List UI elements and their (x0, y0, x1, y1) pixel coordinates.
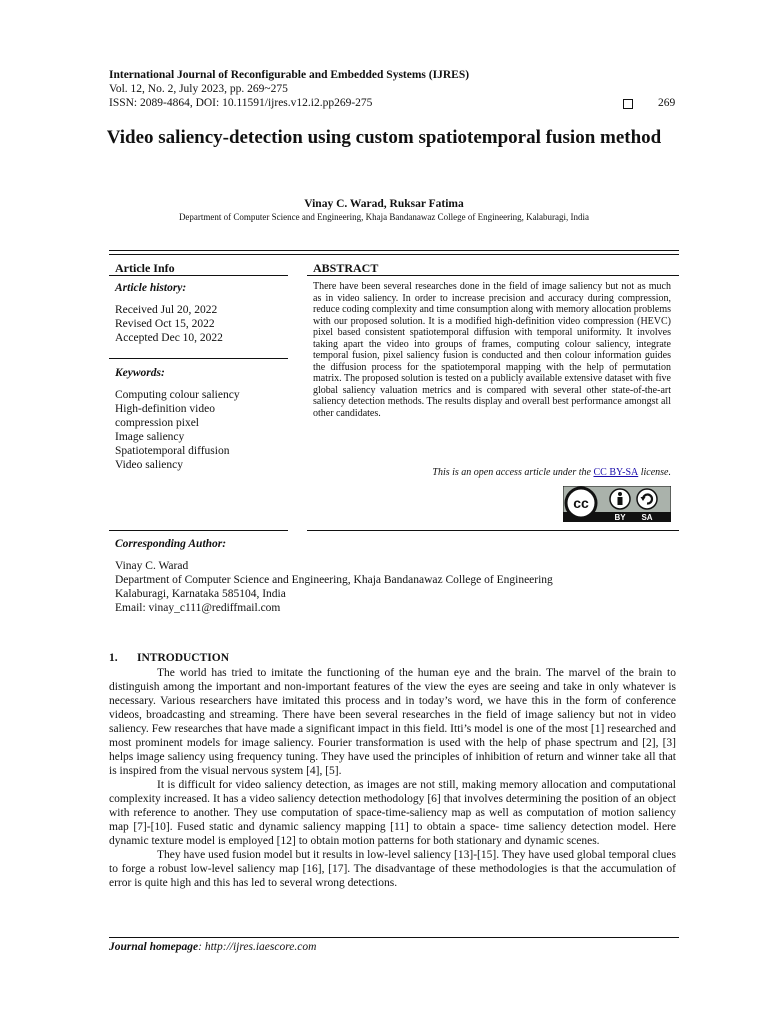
divider (109, 275, 288, 276)
keyword: Spatiotemporal diffusion (115, 445, 230, 457)
history-revised: Revised Oct 15, 2022 (115, 318, 215, 330)
journal-volume: Vol. 12, No. 2, July 2023, pp. 269~275 (109, 83, 288, 95)
page-number: 269 (658, 97, 676, 109)
section-number: 1. (109, 652, 118, 664)
introduction-body (109, 666, 676, 890)
homepage-sep: : (198, 941, 205, 953)
history-accepted: Accepted Dec 10, 2022 (115, 332, 223, 344)
abstract-text: There have been several researches done in the field of image saliency but not as much as in video saliency. In order to increase precision and accuracy during compression, reduce coding complexity and time consumption along with memory allocation problems with our proposed solution. It is a modified high-definition video compression (HEVC) pixel based consistent spatiotemporal diffusion with temporal uniformity. It involves taking apart the video into groups of frames, computing colour saliency, integrate temporal fusion, pixel saliency fusion is conducted and then colour information guides the diffusion process for the spatiotemporal mapping with the help of permutation matrix. The proposed solution is tested on a publicly available extensive dataset with five global saliency valuation metrics and is compared with several other state-of-the-art saliency detection methods. The results display and overall best performance amongst all other candidates. (313, 281, 671, 419)
cc-by-sa-badge-icon[interactable] (563, 486, 671, 522)
affiliation: Department of Computer Science and Engineering, Khaja Bandanawaz College of Engineering, Kalaburagi, India (178, 212, 590, 222)
divider (109, 250, 679, 251)
journal-issn-doi: ISSN: 2089-4864, DOI: 10.11591/ijres.v12.i2.pp269-275 (109, 97, 373, 109)
paragraph: The world has tried to imitate the functioning of the human eye and the brain. The marvel of the brain to distinguish among the important and non-important features of the view the eyes are seeing and take in only whatever is necessary. Various researchers have imitated this process and in today’s word, we have this in the form of conference videos, broadcasting and streaming. There have been several researches in the field of image saliency but not in video saliency. Few researches that have made a significant impact in this field. Itti’s model is one of the most [1] researched and most prominent models for image saliency. Fourier transformation is used with the help of phase spectrum and [2], [3] helps image saliency using frequency tuning. They have used the principles of inhibition of return and winner take all that is inspired from the visual nervous system [4], [5]. (109, 667, 676, 777)
paper-title: Video saliency-detection using custom spatiotemporal fusion method (106, 127, 662, 148)
license-notice (313, 467, 671, 478)
divider (109, 937, 679, 938)
corresponding-author-details (115, 559, 553, 615)
sa-label: SA (641, 513, 653, 522)
author-email[interactable]: Email: vinay_c111@rediffmail.com (115, 602, 281, 614)
author-department: Department of Computer Science and Engineering, Khaja Bandanawaz College of Engineering (115, 574, 553, 586)
keyword: High-definition video (115, 403, 215, 415)
homepage-link[interactable]: http://ijres.iaescore.com (204, 941, 317, 953)
journal-name: International Journal of Reconfigurable and Embedded Systems (IJRES) (109, 69, 470, 81)
divider (109, 254, 679, 255)
paragraph: They have used fusion model but it results in low-level saliency [13]-[15]. They have used global temporal clues to forge a robust low-level saliency map [16], [17]. The disadvantage of these methodologies is that the accumulation of error is quite high and this has led to several wrong detections. (109, 849, 676, 889)
keywords-heading: Keywords: (115, 367, 165, 379)
divider (307, 275, 679, 276)
keyword: compression pixel (115, 417, 199, 429)
history-received: Received Jul 20, 2022 (115, 304, 218, 316)
divider (307, 530, 679, 531)
keyword: Computing colour saliency (115, 389, 240, 401)
keywords-list (115, 388, 285, 472)
keyword: Video saliency (115, 459, 183, 471)
license-link[interactable]: CC BY-SA (593, 467, 639, 478)
divider (109, 358, 288, 359)
author-name: Vinay C. Warad (115, 560, 189, 572)
article-info-heading: Article Info (115, 261, 175, 275)
keyword: Image saliency (115, 431, 185, 443)
cc-label: cc (573, 495, 589, 511)
journal-homepage (109, 941, 316, 953)
paragraph: It is difficult for video saliency detection, as images are not still, making memory allocation and computational complexity increased. It has a video saliency detection methodology [6] that involves determining the position of an object with reference to another. They use computation of space-time-saliency map as well as computation of motion saliency map [7]-[10]. Fused static and dynamic saliency mapping [11] to obtain a space- time saliency detection model. Here dynamic texture model is employed [12] to obtain motion patterns for both stationary and dynamic scenes. (109, 779, 676, 847)
article-history-list (115, 303, 223, 345)
author-address: Kalaburagi, Karnataka 585104, India (115, 588, 286, 600)
license-text: license. (638, 467, 671, 478)
homepage-label: Journal homepage (109, 941, 199, 953)
by-label: BY (614, 513, 626, 522)
article-history-heading: Article history: (115, 282, 187, 294)
abstract-heading: ABSTRACT (313, 261, 379, 275)
divider (109, 530, 288, 531)
authors: Vinay C. Warad, Ruksar Fatima (304, 198, 464, 210)
sa-sharealike-icon (637, 489, 657, 509)
section-heading (109, 652, 229, 664)
page-box-icon (623, 99, 633, 109)
license-text: This is an open access article under the (432, 467, 594, 478)
corresponding-author-heading: Corresponding Author: (115, 538, 227, 550)
section-title: INTRODUCTION (137, 652, 230, 664)
